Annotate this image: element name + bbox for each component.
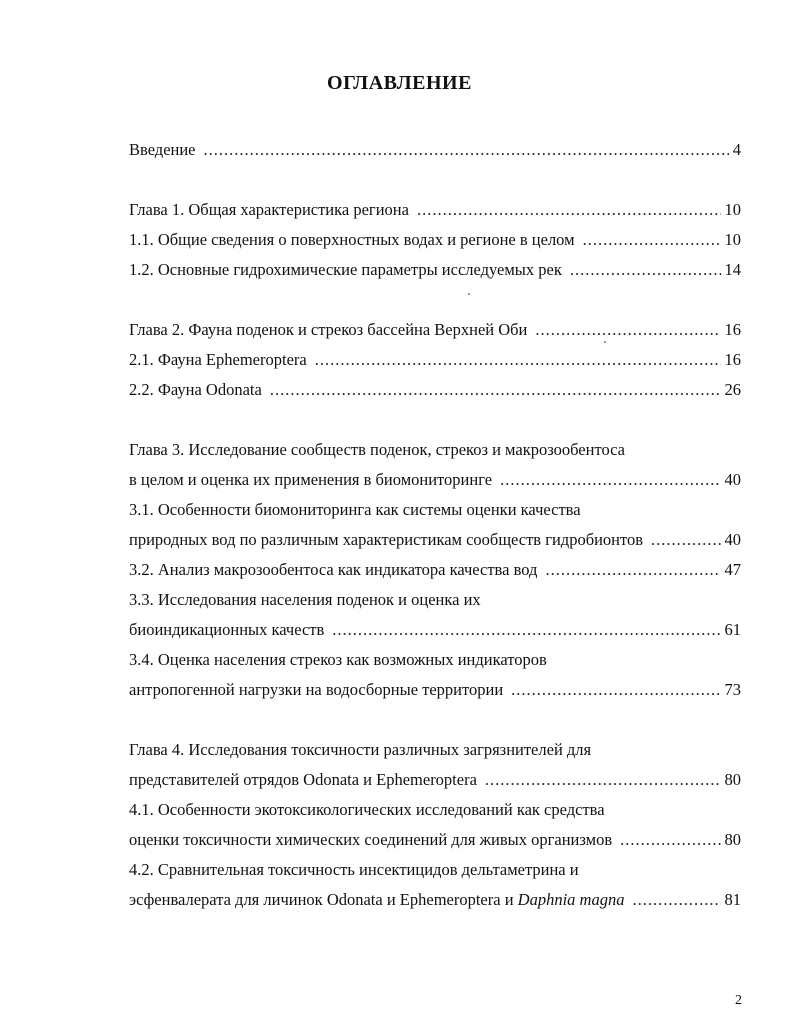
- scan-speck: [604, 341, 606, 343]
- toc-entry-section-4-2-line1[interactable]: 4.2. Сравнительная токсичность инсектицидов дельтаметрина и: [129, 860, 579, 879]
- toc-entry-text: природных вод по различным характеристикам сообществ гидробионтов: [129, 530, 644, 549]
- toc-entry-section-1-2[interactable]: [129, 259, 741, 281]
- toc-entry-section-4-1[interactable]: [129, 829, 741, 851]
- toc-entry-section-3-3-line1[interactable]: 3.3. Исследования населения поденок и оценка их: [129, 590, 481, 609]
- toc-entry-section-3-1-line1[interactable]: 3.1. Особенности биомониторинга как системы оценки качества: [129, 500, 581, 519]
- toc-entry-text: Введение: [129, 140, 196, 159]
- toc-entry-chapter-4-line1[interactable]: Глава 4. Исследования токсичности различных загрязнителей для: [129, 740, 592, 759]
- toc-leader-dots: [545, 559, 720, 581]
- scan-speck: [468, 293, 470, 295]
- toc-page-number: 10: [724, 200, 741, 219]
- toc-leader-dots: [620, 829, 720, 851]
- toc-page-number: 26: [724, 380, 741, 399]
- toc-entry-text: 2.2. Фауна Odonata: [129, 380, 262, 399]
- toc-page-number: 14: [724, 260, 741, 279]
- toc-leader-dots: [651, 529, 720, 551]
- toc-leader-dots: [270, 379, 721, 401]
- toc-page-number: 16: [724, 350, 741, 369]
- toc-page-number: 47: [724, 560, 741, 579]
- toc-entry-section-4-2[interactable]: [129, 889, 741, 911]
- toc-page-number: 81: [724, 890, 741, 909]
- toc-entry-text-italic: Daphnia magna: [517, 890, 625, 909]
- toc-entry-text: оценки токсичности химических соединений для живых организмов: [129, 830, 613, 849]
- toc-entry-section-3-4-line1[interactable]: 3.4. Оценка населения стрекоз как возможных индикаторов: [129, 650, 547, 669]
- toc-entry-text: Глава 2. Фауна поденок и стрекоз бассейна Верхней Оби: [129, 320, 528, 339]
- toc-entry-text: 2.1. Фауна Ephemeroptera: [129, 350, 307, 369]
- toc-page-number: 73: [724, 680, 741, 699]
- toc-entry-chapter-3-line1[interactable]: Глава 3. Исследование сообществ поденок, стрекоз и макрозообентоса: [129, 440, 625, 459]
- toc-entry-text: 1.2. Основные гидрохимические параметры исследуемых рек: [129, 260, 562, 279]
- toc-leader-dots: [485, 769, 721, 791]
- toc-entry-section-1-1[interactable]: [129, 229, 741, 251]
- toc-entry-text: антропогенной нагрузки на водосборные территории: [129, 680, 504, 699]
- toc-entry-text: [129, 889, 624, 911]
- toc-leader-dots: [315, 349, 721, 371]
- toc-leader-dots: [535, 319, 720, 341]
- toc-leader-dots: [500, 469, 720, 491]
- toc-entry-chapter-2[interactable]: [129, 319, 741, 341]
- toc-entry-text: биоиндикационных качеств: [129, 620, 325, 639]
- toc-page-number: 61: [724, 620, 741, 639]
- toc-page-number: 80: [724, 830, 741, 849]
- toc-entry-section-3-3[interactable]: [129, 619, 741, 641]
- toc-entry-text: представителей отрядов Odonata и Ephemeroptera: [129, 770, 477, 789]
- toc-entry-section-3-2[interactable]: [129, 559, 741, 581]
- toc-entry-text-plain: эсфенвалерата для личинок Odonata и Ephemeroptera и: [129, 890, 514, 909]
- toc-entry-section-2-2[interactable]: [129, 379, 741, 401]
- page-number: 2: [735, 993, 742, 1008]
- toc-page-number: 40: [724, 470, 741, 489]
- toc-page-number: 80: [724, 770, 741, 789]
- toc-leader-dots: [204, 139, 729, 161]
- toc-entry-text: в целом и оценка их применения в биомониторинге: [129, 470, 493, 489]
- toc-page-number: 4: [732, 140, 741, 159]
- toc-leader-dots: [511, 679, 720, 701]
- toc-entry-text: 3.2. Анализ макрозообентоса как индикатора качества вод: [129, 560, 538, 579]
- toc-entry-section-4-1-line1[interactable]: 4.1. Особенности экотоксикологических исследований как средства: [129, 800, 605, 819]
- toc-entry-chapter-1[interactable]: [129, 199, 741, 221]
- toc-entry-section-3-4[interactable]: [129, 679, 741, 701]
- toc-leader-dots: [632, 889, 720, 911]
- toc-leader-dots: [332, 619, 720, 641]
- toc-page-number: 10: [724, 230, 741, 249]
- toc-leader-dots: [417, 199, 721, 221]
- toc-entry-chapter-3[interactable]: [129, 469, 741, 491]
- toc-entry-introduction[interactable]: [129, 139, 741, 161]
- page-title: ОГЛАВЛЕНИЕ: [327, 72, 472, 94]
- toc-page-number: 16: [724, 320, 741, 339]
- toc-leader-dots: [583, 229, 721, 251]
- toc-entry-text: 1.1. Общие сведения о поверхностных водах и регионе в целом: [129, 230, 575, 249]
- toc-entry-chapter-4[interactable]: [129, 769, 741, 791]
- toc-entry-section-3-1[interactable]: [129, 529, 741, 551]
- toc-entry-text: Глава 1. Общая характеристика региона: [129, 200, 409, 219]
- toc-page-number: 40: [724, 530, 741, 549]
- toc-entry-section-2-1[interactable]: [129, 349, 741, 371]
- toc-leader-dots: [570, 259, 721, 281]
